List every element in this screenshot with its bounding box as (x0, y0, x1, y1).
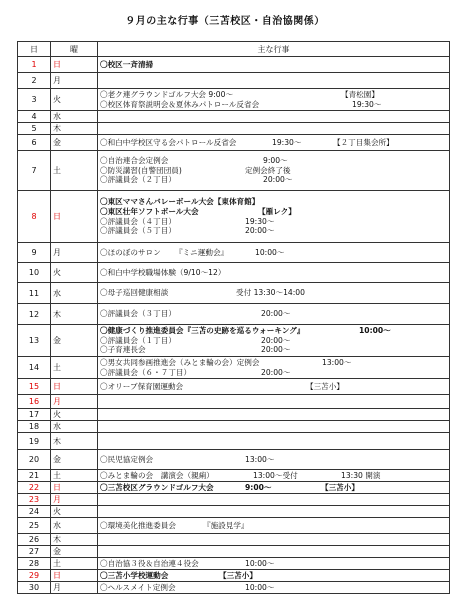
schedule-row (18, 191, 450, 243)
schedule-row (18, 135, 450, 151)
event-detail: 【２丁目集会所】 (333, 137, 394, 147)
day-cell: 14 (18, 357, 51, 379)
events-cell (98, 570, 450, 582)
event-line (100, 100, 447, 110)
event-name: 〇ヘルスメイト定例会 (100, 582, 176, 592)
events-cell (98, 151, 450, 191)
weekday-cell: 木 (51, 534, 98, 546)
events-cell (98, 421, 450, 433)
event-line (100, 382, 447, 392)
event-name: 〇みとま輪の会 講演会（親痢） (100, 470, 214, 480)
weekday-cell: 月 (51, 494, 98, 506)
event-line (100, 197, 447, 207)
header-day: 日 (18, 42, 51, 57)
day-cell: 9 (18, 243, 51, 263)
event-line (100, 175, 447, 185)
event-line (100, 521, 447, 531)
schedule-row (18, 263, 450, 283)
event-detail: 20:00～ (263, 175, 293, 185)
events-cell (98, 409, 450, 421)
events-cell (98, 534, 450, 546)
event-detail: 【三苫小】 (321, 482, 359, 492)
event-name: 〇防災講習(自警団団員) (100, 165, 182, 175)
day-cell: 12 (18, 304, 51, 325)
event-detail: 20:00～ (245, 226, 275, 236)
events-cell (98, 558, 450, 570)
event-line (100, 309, 447, 319)
day-cell: 30 (18, 582, 51, 594)
event-name: 〇環境美化推進委員会 (100, 520, 176, 530)
event-name: 〇子育連長会 (100, 345, 146, 355)
event-line (100, 358, 447, 368)
events-cell (98, 506, 450, 518)
events-cell (98, 582, 450, 594)
weekday-cell: 日 (51, 482, 98, 494)
day-cell: 2 (18, 73, 51, 89)
day-cell: 22 (18, 482, 51, 494)
event-name: 〇三苫小学校運動会 (100, 570, 169, 580)
day-cell: 10 (18, 263, 51, 283)
schedule-row (18, 421, 450, 433)
schedule-row (18, 518, 450, 534)
event-name: 〇和白中学校職場体験（9/10～12） (100, 267, 226, 277)
events-cell (98, 135, 450, 151)
schedule-row (18, 494, 450, 506)
weekday-cell: 日 (51, 191, 98, 243)
schedule-row (18, 304, 450, 325)
event-detail: 『ミニ運動会』 (175, 247, 229, 257)
day-cell: 21 (18, 470, 51, 482)
event-name: 〇評議員会（４丁目） (100, 216, 176, 226)
weekday-cell: 火 (51, 506, 98, 518)
events-cell (98, 482, 450, 494)
day-cell: 16 (18, 395, 51, 409)
event-name: 〇校区体育祭説明会＆夏休みパトロール反省会 (100, 99, 260, 109)
weekday-cell: 土 (51, 558, 98, 570)
weekday-cell: 火 (51, 263, 98, 283)
event-detail: 【三苫小】 (306, 381, 344, 391)
schedule-row (18, 433, 450, 450)
events-cell (98, 191, 450, 243)
event-detail: 13:00～ (245, 454, 275, 464)
event-detail: 【青松園】 (341, 89, 379, 99)
schedule-row (18, 57, 450, 73)
weekday-cell: 日 (51, 57, 98, 73)
weekday-cell: 月 (51, 582, 98, 594)
day-cell: 11 (18, 283, 51, 304)
schedule-row (18, 470, 450, 482)
schedule-row (18, 123, 450, 135)
day-cell: 29 (18, 570, 51, 582)
schedule-row (18, 570, 450, 582)
events-cell (98, 395, 450, 409)
event-line (100, 90, 447, 100)
schedule-row (18, 506, 450, 518)
event-name: 〇校区一斉清掃 (100, 59, 154, 69)
event-line (100, 336, 447, 346)
day-cell: 15 (18, 379, 51, 395)
events-cell (98, 379, 450, 395)
event-detail: 『施設見学』 (203, 520, 249, 530)
event-detail: 10:00～ (245, 582, 275, 592)
schedule-row (18, 89, 450, 111)
schedule-row (18, 325, 450, 357)
event-line (100, 217, 447, 227)
event-name: 〇評議員会（５丁目） (100, 226, 176, 236)
header-weekday: 曜 (51, 42, 98, 57)
schedule-row (18, 450, 450, 470)
events-cell (98, 325, 450, 357)
event-line (100, 455, 447, 465)
weekday-cell: 日 (51, 570, 98, 582)
events-cell (98, 263, 450, 283)
event-detail: 10:00～ (359, 326, 391, 336)
event-detail: 19:30～ (352, 99, 382, 109)
day-cell: 18 (18, 421, 51, 433)
day-cell: 19 (18, 433, 51, 450)
day-cell: 7 (18, 151, 51, 191)
event-detail: 13:00～ (322, 357, 352, 367)
events-cell (98, 518, 450, 534)
weekday-cell: 月 (51, 73, 98, 89)
schedule-row (18, 534, 450, 546)
event-name: 〇母子巡回健康相談 (100, 288, 169, 298)
events-cell (98, 283, 450, 304)
event-line (100, 471, 447, 481)
day-cell: 24 (18, 506, 51, 518)
event-name: 〇評議員会（２丁目） (100, 175, 176, 185)
event-line (100, 268, 447, 278)
event-line (100, 60, 447, 70)
event-line (100, 248, 447, 258)
event-name: 〇ほのぼのサロン (100, 247, 161, 257)
event-line (100, 368, 447, 378)
event-name: 〇三苫校区グラウンドゴルフ大会 (100, 482, 214, 492)
event-line (100, 483, 447, 493)
schedule-row (18, 379, 450, 395)
event-name: 〇東区壮年ソフトボール大会 (100, 206, 199, 216)
event-name: 〇オリーブ保育園運動会 (100, 381, 184, 391)
day-cell: 6 (18, 135, 51, 151)
day-cell: 20 (18, 450, 51, 470)
schedule-row (18, 558, 450, 570)
weekday-cell: 土 (51, 151, 98, 191)
event-line (100, 138, 447, 148)
header-row (18, 42, 450, 57)
event-name: 〇民児協定例会 (100, 454, 154, 464)
schedule-row (18, 582, 450, 594)
day-cell: 28 (18, 558, 51, 570)
day-cell: 25 (18, 518, 51, 534)
day-cell: 27 (18, 546, 51, 558)
weekday-cell: 木 (51, 433, 98, 450)
weekday-cell: 金 (51, 546, 98, 558)
event-line (100, 207, 447, 217)
events-cell (98, 450, 450, 470)
day-cell: 4 (18, 111, 51, 123)
events-cell (98, 73, 450, 89)
weekday-cell: 土 (51, 357, 98, 379)
event-detail: 10:00～ (245, 558, 275, 568)
event-detail: 20:00～ (261, 335, 291, 345)
day-cell: 23 (18, 494, 51, 506)
events-cell (98, 243, 450, 263)
day-cell: 26 (18, 534, 51, 546)
event-detail: 20:00～ (261, 367, 291, 377)
day-cell: 5 (18, 123, 51, 135)
page-title: ９月の主な行事（三苫校区・自治協関係） (125, 16, 325, 27)
schedule-row (18, 546, 450, 558)
event-name: 〇東区ママさんバレーボール大会【東体育館】 (100, 197, 260, 207)
events-cell (98, 111, 450, 123)
event-line (100, 288, 447, 298)
schedule-row (18, 73, 450, 89)
event-name: 〇自治協３役＆自治連４役会 (100, 558, 199, 568)
event-name: 〇評議員会（６・７丁目） (100, 367, 192, 377)
weekday-cell: 木 (51, 304, 98, 325)
event-name: 〇自治連合会定例会 (100, 156, 169, 166)
event-detail: 9:00～ (245, 482, 272, 492)
event-line (100, 226, 447, 236)
weekday-cell: 水 (51, 518, 98, 534)
weekday-cell: 水 (51, 421, 98, 433)
event-name: 〇男女共同参画推進会（みとま輪の会）定例会 (100, 357, 260, 367)
weekday-cell: 金 (51, 135, 98, 151)
schedule-row (18, 283, 450, 304)
day-cell: 8 (18, 191, 51, 243)
weekday-cell: 金 (51, 325, 98, 357)
weekday-cell: 木 (51, 123, 98, 135)
event-name: 〇評議員会（１丁目） (100, 335, 176, 345)
event-detail: 20:00～ (261, 309, 291, 319)
schedule-row (18, 482, 450, 494)
schedule-row (18, 409, 450, 421)
events-cell (98, 57, 450, 73)
weekday-cell: 月 (51, 243, 98, 263)
schedule-row (18, 151, 450, 191)
events-cell (98, 123, 450, 135)
weekday-cell: 月 (51, 395, 98, 409)
weekday-cell: 火 (51, 409, 98, 421)
event-detail: 19:30～ (245, 216, 275, 226)
events-cell (98, 494, 450, 506)
schedule-row (18, 357, 450, 379)
events-cell (98, 304, 450, 325)
day-cell: 3 (18, 89, 51, 111)
event-name: 〇和白中学校区守る会パトロール反省会 (100, 137, 237, 147)
event-line (100, 326, 447, 336)
schedule-row (18, 243, 450, 263)
events-cell (98, 89, 450, 111)
event-detail: 【三苫小】 (219, 570, 257, 580)
event-detail: 13:30 開演 (341, 470, 381, 480)
schedule-row (18, 395, 450, 409)
event-line (100, 156, 447, 166)
event-detail: 9:00～ (263, 156, 288, 166)
day-cell: 13 (18, 325, 51, 357)
event-detail: 定例会終了後 (245, 165, 291, 175)
schedule-table (17, 41, 450, 594)
weekday-cell: 水 (51, 283, 98, 304)
event-line (100, 571, 447, 581)
event-name: 〇評議員会（３丁目） (100, 309, 176, 319)
day-cell: 1 (18, 57, 51, 73)
event-line (100, 166, 447, 176)
events-cell (98, 546, 450, 558)
weekday-cell: 火 (51, 89, 98, 111)
weekday-cell: 土 (51, 470, 98, 482)
events-cell (98, 357, 450, 379)
event-name: 〇老ク連グラウンドゴルフ大会 9:00～ (100, 89, 234, 99)
event-detail: 受付 13:30～14:00 (236, 288, 305, 298)
event-detail: 【雁レク】 (258, 206, 296, 216)
event-line (100, 345, 447, 355)
event-detail: 20:00～ (261, 345, 291, 355)
event-line (100, 583, 447, 593)
header-events: 主な行事 (98, 42, 450, 57)
weekday-cell: 水 (51, 111, 98, 123)
event-line (100, 559, 447, 569)
events-cell (98, 433, 450, 450)
event-detail: 19:30～ (272, 137, 302, 147)
event-name: 〇健康づくり推進委員会『三苫の史跡を巡るウォーキング』 (100, 326, 305, 336)
weekday-cell: 日 (51, 379, 98, 395)
day-cell: 17 (18, 409, 51, 421)
event-detail: 13:00～受付 (253, 470, 298, 480)
schedule-row (18, 111, 450, 123)
event-detail: 10:00～ (255, 247, 285, 257)
events-cell (98, 470, 450, 482)
weekday-cell: 金 (51, 450, 98, 470)
